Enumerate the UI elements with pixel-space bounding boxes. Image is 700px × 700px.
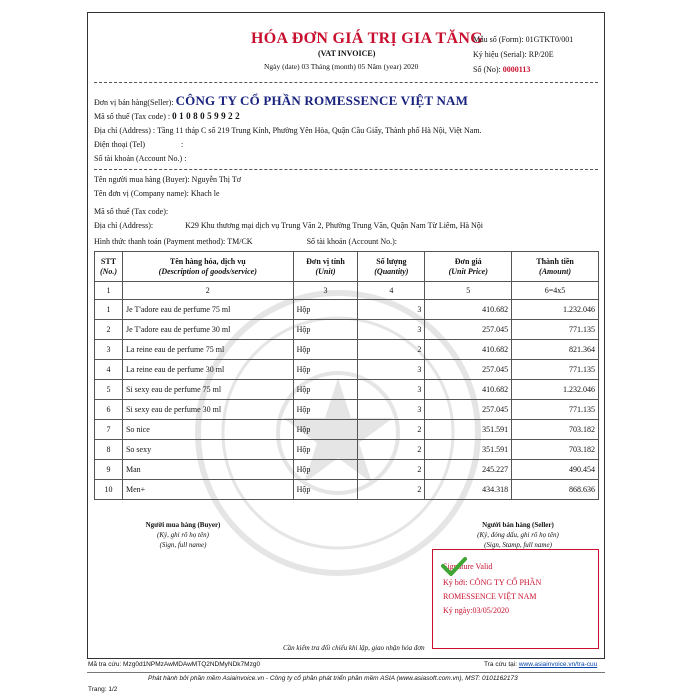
col-header-qty: Số lượng (Quantity) <box>358 252 425 282</box>
col-header-amount: Thành tiền (Amount) <box>512 252 599 282</box>
footer-note: Cần kiểm tra đối chiếu khi lập, giao nhận hóa đơn <box>283 644 425 652</box>
issued-by: Phát hành bởi phần mềm Asiainvoice.vn - Công ty cổ phần phát triển phần mềm ASIA (www.asiasoft.com.vn), MST: 0101162173 <box>148 675 518 682</box>
signed-by-text: Ký bởi: CÔNG TY CỔ PHẦN <box>443 578 542 587</box>
table-row: 6 Si sexy eau de perfume 30 ml Hộp 3 257.045 771.135 <box>95 400 599 420</box>
seller-signature-block: Người bán hàng (Seller) (Ký, đóng dấu, ghi rõ họ tên) (Sign, Stamp, full name) <box>477 521 559 549</box>
lookup-code: Mã tra cứu: Mzg0d1NPMzAwMDAwMTQ2NDMyNDk7Mzg0 <box>88 661 261 668</box>
table-header-row <box>95 252 599 282</box>
divider <box>94 169 598 170</box>
col-header-unit: Đơn vị tính (Unit) <box>293 252 358 282</box>
table-row: 8 So sexy Hộp 2 351.591 703.182 <box>95 440 599 460</box>
invoice-sheet <box>87 12 605 659</box>
table-row: 4 La reine eau de perfume 30 ml Hộp 3 257.045 771.135 <box>95 360 599 380</box>
buyer-company-row: Tên đơn vị (Company name): Khach le <box>94 189 220 198</box>
col-header-price: Đơn giá (Unit Price) <box>425 252 512 282</box>
table-row: 5 Si sexy eau de perfume 75 ml Hộp 3 410.682 1.232.046 <box>95 380 599 400</box>
buyer-tax-row: Mã số thuế (Tax code): <box>94 207 169 216</box>
table-row: 3 La reine eau de perfume 75 ml Hộp 2 410.682 821.364 <box>95 340 599 360</box>
form-number: Mẫu số (Form): 01GTKT0/001 <box>473 35 574 44</box>
signed-by-name: ROMESSENCE VIỆT NAM <box>443 592 537 601</box>
table-index-row: 1 2 3 4 5 6=4x5 <box>95 282 599 300</box>
checkmark-icon <box>441 556 467 576</box>
lookup-link[interactable]: www.asiainvoice.vn/tra-cuu <box>518 661 598 668</box>
col-header-desc: Tên hàng hóa, dịch vụ (Description of goods/service) <box>122 252 293 282</box>
signed-date: Ký ngày:03/05/2020 <box>443 606 509 615</box>
payment-method-row: Hình thức thanh toán (Payment method): TM/CK Số tài khoản (Account No.): <box>94 237 399 246</box>
buyer-name-row: Tên người mua hàng (Buyer): Nguyễn Thị Tơ <box>94 175 241 184</box>
lookup-site: Tra cứu tại: www.asiainvoice.vn/tra-cuu <box>484 661 598 668</box>
digital-signature-box <box>432 549 599 649</box>
seller-tax-row: Mã số thuế (Tax code) : 0108059922 <box>94 111 243 121</box>
invoice-number: Số (No): 0000113 <box>473 65 531 74</box>
divider <box>87 672 605 673</box>
invoice-subtitle: (VAT INVOICE) <box>318 49 376 58</box>
seller-tax-code: 0108059922 <box>172 111 243 121</box>
table-row: 2 Je T'adore eau de perfume 30 ml Hộp 3 257.045 771.135 <box>95 320 599 340</box>
table-row: 10 Men+ Hộp 2 434.318 868.636 <box>95 480 599 500</box>
table-row: 7 So nice Hộp 2 351.591 703.182 <box>95 420 599 440</box>
col-header-no: STT (No.) <box>95 252 123 282</box>
invoice-title: HÓA ĐƠN GIÁ TRỊ GIA TĂNG <box>251 30 483 47</box>
buyer-signature-block: Người mua hàng (Buyer) (Ký, ghi rõ họ tên) (Sign, full name) <box>145 521 221 549</box>
seller-unit-row: Đơn vị bán hàng(Seller): CÔNG TY CỔ PHẦN ROMESSENCE VIỆT NAM <box>94 93 469 108</box>
seller-name: CÔNG TY CỔ PHẦN ROMESSENCE VIỆT NAM <box>175 93 469 108</box>
table-row: 1 Je T'adore eau de perfume 75 ml Hộp 3 410.682 1.232.046 <box>95 300 599 320</box>
items-table <box>94 251 599 500</box>
signature-valid-text: Signature Valid <box>443 562 493 571</box>
page-number: Trang: 1/2 <box>88 686 118 693</box>
buyer-address-row: Địa chỉ (Address): K29 Khu thương mại dịch vụ Trung Văn 2, Phường Trung Văn, Quận Nam Từ Liêm, Hà Nội <box>94 221 484 230</box>
invoice-date: Ngày (date) 03 Tháng (month) 05 Năm (year) 2020 <box>264 62 419 71</box>
seller-address-row: Địa chỉ (Address) : Tầng 11 tháp C số 219 Trung Kính, Phường Yên Hòa, Quận Cầu Giấy, Thành phố Hà Nội, Việt Nam. <box>94 126 482 135</box>
seller-account-row: Số tài khoản (Account No.) : <box>94 154 187 163</box>
table-row: 9 Man Hộp 2 245.227 490.454 <box>95 460 599 480</box>
serial-number: Ký hiệu (Serial): RP/20E <box>473 50 554 59</box>
divider <box>94 82 598 83</box>
seller-phone-row: Điện thoại (Tel) : <box>94 140 184 149</box>
